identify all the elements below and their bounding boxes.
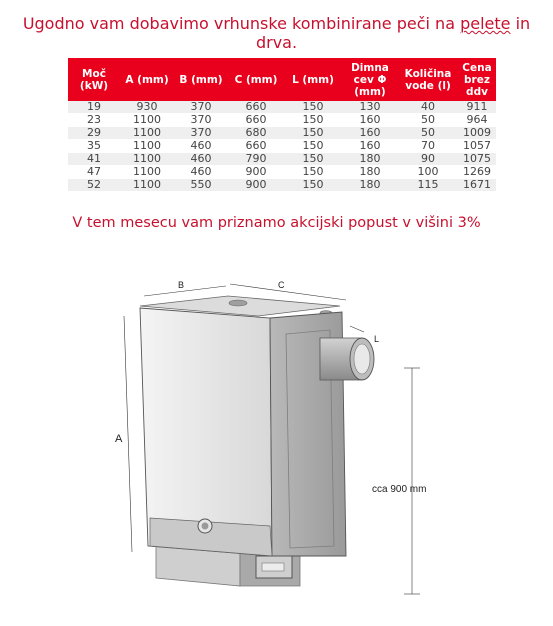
table-row — [68, 166, 496, 179]
cell: 911 — [458, 101, 496, 114]
cell: 1100 — [120, 179, 174, 192]
cell: 180 — [342, 179, 398, 192]
cell: 460 — [174, 153, 228, 166]
dimension-label-l: L — [374, 334, 380, 344]
cell: 41 — [68, 153, 120, 166]
cell: 370 — [174, 101, 228, 114]
cell: 370 — [174, 127, 228, 140]
cell: 160 — [342, 114, 398, 127]
table-row — [68, 153, 496, 166]
cell: 1100 — [120, 166, 174, 179]
table-row — [68, 179, 496, 192]
header-flue: Dimna cev Φ (mm) — [342, 58, 398, 101]
cell: 1100 — [120, 153, 174, 166]
header-a: A (mm) — [120, 58, 174, 101]
cell: 70 — [398, 140, 458, 153]
table-header-row — [68, 58, 496, 101]
cell: 150 — [284, 179, 342, 192]
cell: 50 — [398, 114, 458, 127]
cell: 460 — [174, 166, 228, 179]
cell: 1269 — [458, 166, 496, 179]
cell: 150 — [284, 114, 342, 127]
promo-text: V tem mesecu vam priznamo akcijski popust v višini 3% — [72, 215, 481, 231]
door-knob-inner-icon — [202, 523, 209, 530]
cell: 660 — [228, 114, 284, 127]
dimension-label-c: C — [278, 280, 285, 290]
header-c: C (mm) — [228, 58, 284, 101]
cell: 964 — [458, 114, 496, 127]
cell: 460 — [174, 140, 228, 153]
cell: 100 — [398, 166, 458, 179]
cell: 550 — [174, 179, 228, 192]
cell: 790 — [228, 153, 284, 166]
cell: 160 — [342, 127, 398, 140]
headline — [0, 14, 553, 52]
cell: 150 — [284, 127, 342, 140]
cell: 47 — [68, 166, 120, 179]
cell: 19 — [68, 101, 120, 114]
dimension-label-height: cca 900 mm — [372, 484, 427, 495]
table-row — [68, 101, 496, 114]
cell: 1100 — [120, 127, 174, 140]
headline-underlined-word: pelete — [460, 14, 511, 33]
cell: 130 — [342, 101, 398, 114]
header-l: L (mm) — [284, 58, 342, 101]
cell: 150 — [284, 101, 342, 114]
cell: 180 — [342, 166, 398, 179]
header-price: Cena brez ddv — [458, 58, 496, 101]
headline-tail: in drva. — [255, 14, 531, 52]
cell: 1009 — [458, 127, 496, 140]
cell: 35 — [68, 140, 120, 153]
cell: 40 — [398, 101, 458, 114]
cell: 150 — [284, 153, 342, 166]
cell: 1100 — [120, 140, 174, 153]
cell: 900 — [228, 179, 284, 192]
cell: 50 — [398, 127, 458, 140]
header-water: Količina vode (l) — [398, 58, 458, 101]
cell: 160 — [342, 140, 398, 153]
table-row — [68, 127, 496, 140]
cell: 1100 — [120, 114, 174, 127]
table-row — [68, 140, 496, 153]
cell: 660 — [228, 140, 284, 153]
cell: 150 — [284, 166, 342, 179]
ash-door-handle-icon — [262, 563, 284, 571]
top-vent-icon — [229, 300, 247, 306]
cell: 115 — [398, 179, 458, 192]
cell: 180 — [342, 153, 398, 166]
cell: 29 — [68, 127, 120, 140]
cell: 680 — [228, 127, 284, 140]
stove-diagram — [0, 256, 553, 626]
headline-text: Ugodno vam dobavimo vrhunske kombinirane peči na — [22, 14, 461, 33]
cell: 660 — [228, 101, 284, 114]
cell: 23 — [68, 114, 120, 127]
cell: 370 — [174, 114, 228, 127]
cell: 52 — [68, 179, 120, 192]
dimension-label-b: B — [178, 280, 185, 290]
table-row — [68, 114, 496, 127]
dimension-label-a: A — [115, 433, 123, 445]
cell: 930 — [120, 101, 174, 114]
cell: 1057 — [458, 140, 496, 153]
cell: 1075 — [458, 153, 496, 166]
specs-table — [68, 58, 496, 192]
flue-pipe-inner-icon — [354, 344, 370, 374]
cell: 150 — [284, 140, 342, 153]
header-b: B (mm) — [174, 58, 228, 101]
header-power: Moč (kW) — [68, 58, 120, 101]
cell: 90 — [398, 153, 458, 166]
cell: 1671 — [458, 179, 496, 192]
cell: 900 — [228, 166, 284, 179]
